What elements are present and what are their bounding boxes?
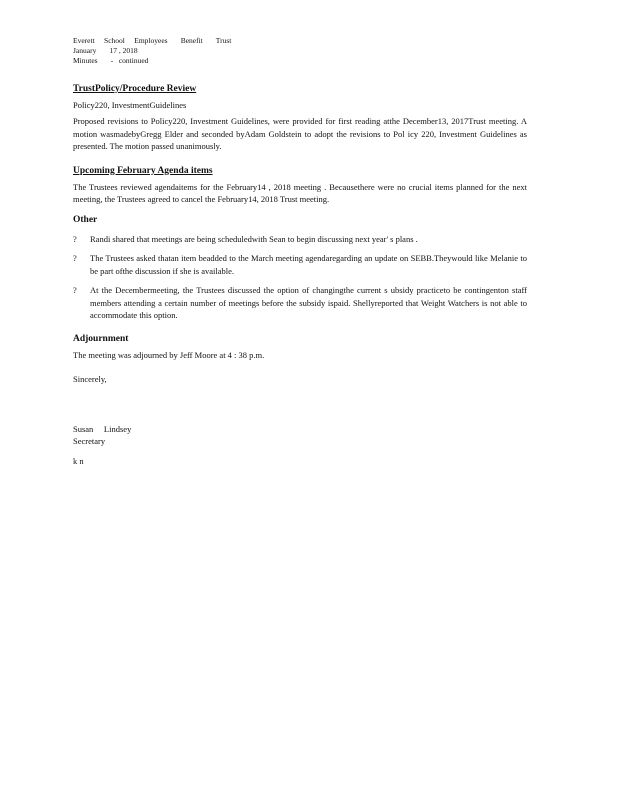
list-item-text: At the Decembermeeting, the Trustees discussed the option of changingthe current s ubsidy practiceto be contingenton staff members attending a certain number of meetings before the subsidy ispaid. Shellyreported that Weight Watchers is not able to accommodate this option. — [90, 285, 527, 320]
section-adjournment-title: Adjournment — [73, 333, 129, 344]
bullet-marker: ? — [73, 285, 77, 295]
list-item-text: The Trustees asked thatan item beadded to the March meeting agendaregarding an update on SEBB.Theywould like Melanie to be part ofthe discussion if she is available. — [90, 253, 527, 276]
bullet-marker: ? — [73, 253, 77, 263]
section-upcoming-title — [73, 165, 527, 177]
trust-policy-paragraph: Proposed revisions to Policy220, Investment Guidelines, were provided for first reading atthe December13, 2017Trust meeting. A motion wasmadebyGregg Elder and seconded byAdam Goldstein to adopt the revisions to Pol icy 220, Investment Guidelines as presented. The motion passed unanimously. — [73, 116, 527, 151]
header-organization: Everett School Employees Benefit Trust — [73, 36, 232, 45]
section-trust-policy-title-text: TrustPolicy/Procedure Review — [73, 84, 197, 94]
letterhead — [73, 36, 527, 66]
signer-role: Secretary — [73, 436, 106, 446]
policy-subheading: Policy220, InvestmentGuidelines — [73, 100, 187, 110]
section-trust-policy-title — [73, 83, 527, 95]
adjournment-paragraph: The meeting was adjourned by Jeff Moore at 4 : 38 p.m. — [73, 349, 265, 360]
header-minutes-label: Minutes - continued — [73, 56, 149, 65]
list-item — [73, 233, 527, 246]
document-page — [73, 36, 527, 467]
signer-name: Susan Lindsey — [73, 424, 132, 434]
bullet-marker: ? — [73, 233, 77, 244]
upcoming-paragraph: The Trustees reviewed agendaitems for the February14 , 2018 meeting . Becausethere were no crucial items planned for the next meeting, the Trustees agreed to cancel the February14, 2018 Trust meeting. — [73, 181, 527, 204]
header-date: January 17 , 2018 — [73, 46, 138, 55]
typist-initials: k n — [73, 456, 84, 466]
section-upcoming-title-text: Upcoming February Agenda items — [73, 165, 213, 176]
list-item — [73, 284, 527, 322]
list-item — [73, 252, 527, 277]
other-list — [73, 233, 527, 322]
list-item-text: Randi shared that meetings are being scheduledwith Sean to begin discussing next year' s plans . — [90, 233, 418, 244]
closing-salutation: Sincerely, — [73, 374, 107, 384]
section-other-title: Other — [73, 214, 98, 225]
